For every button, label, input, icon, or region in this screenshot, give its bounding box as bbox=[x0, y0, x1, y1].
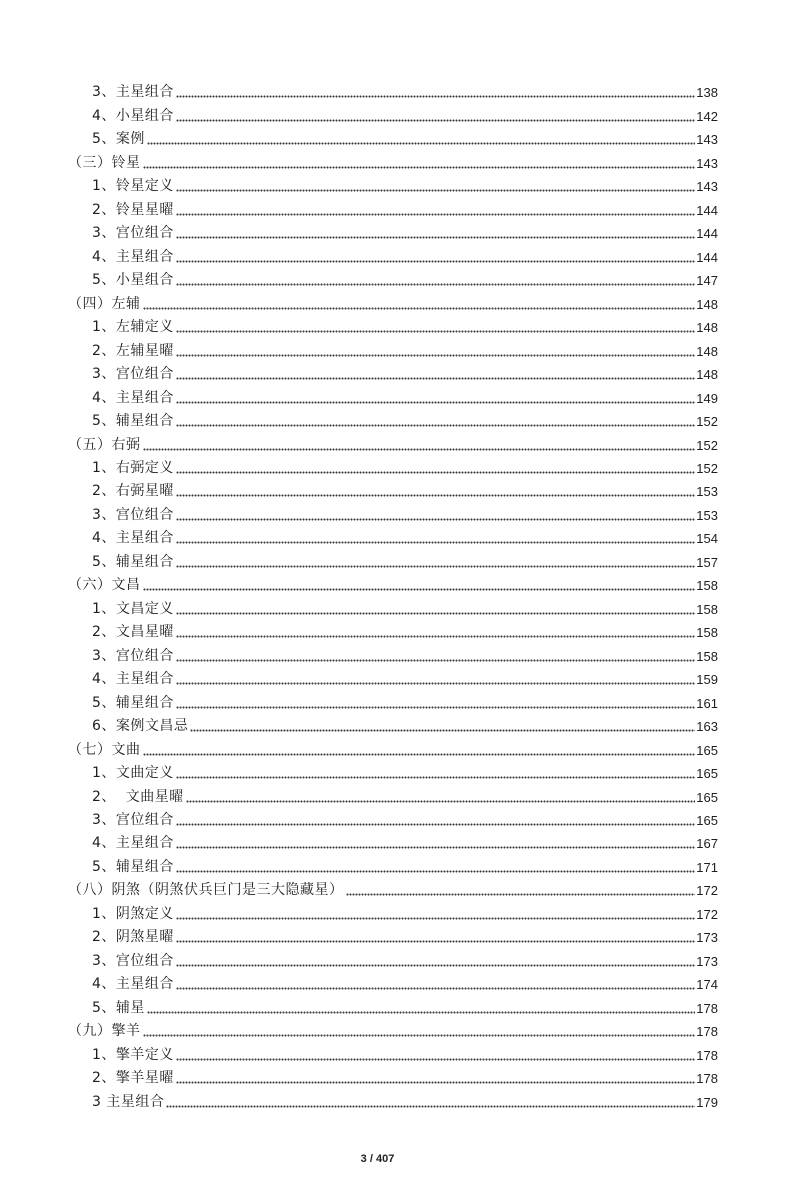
dot-leader bbox=[176, 213, 695, 216]
toc-entry-label: 1、文昌定义 bbox=[92, 600, 174, 617]
toc-entry-label: 4、主星组合 bbox=[92, 671, 174, 688]
dot-leader bbox=[190, 729, 695, 732]
dot-leader bbox=[176, 682, 695, 685]
toc-entry-label: 4、小星组合 bbox=[92, 107, 174, 124]
toc-entry[interactable] bbox=[68, 174, 718, 197]
toc-entry[interactable] bbox=[68, 526, 718, 549]
toc-section-heading[interactable] bbox=[68, 432, 718, 455]
toc-entry[interactable] bbox=[68, 901, 718, 924]
toc-entry[interactable] bbox=[68, 197, 718, 220]
toc-entry[interactable] bbox=[68, 948, 718, 971]
toc-entry-page: 138 bbox=[696, 85, 718, 101]
toc-entry-page: 165 bbox=[696, 766, 718, 782]
dot-leader bbox=[143, 166, 696, 169]
toc-entry[interactable] bbox=[68, 221, 718, 244]
toc-entry[interactable] bbox=[68, 268, 718, 291]
toc-entry-page: 167 bbox=[696, 836, 718, 852]
dot-leader bbox=[143, 448, 696, 451]
toc-entry[interactable] bbox=[68, 596, 718, 619]
toc-entry-page: 148 bbox=[696, 343, 718, 359]
toc-entry[interactable] bbox=[68, 103, 718, 126]
toc-section-page: 152 bbox=[696, 437, 718, 453]
toc-entry-label: 5、辅星 bbox=[92, 999, 145, 1016]
dot-leader bbox=[176, 917, 695, 920]
toc-entry-label: 3、宫位组合 bbox=[92, 366, 174, 383]
toc-entry[interactable] bbox=[68, 549, 718, 572]
dot-leader bbox=[176, 471, 695, 474]
toc-entry-page: 149 bbox=[696, 390, 718, 406]
toc-entry-page: 152 bbox=[696, 460, 718, 476]
dot-leader bbox=[176, 354, 695, 357]
toc-entry[interactable] bbox=[68, 995, 718, 1018]
toc-section-title: （九）擎羊 bbox=[68, 1023, 141, 1040]
toc-entry-label: 3、主星组合 bbox=[92, 84, 174, 101]
toc-entry-label: 5、辅星组合 bbox=[92, 413, 174, 430]
toc-section-page: 158 bbox=[696, 578, 718, 594]
toc-entry-label: 4、主星组合 bbox=[92, 248, 174, 265]
dot-leader bbox=[346, 893, 696, 896]
toc-entry[interactable] bbox=[68, 385, 718, 408]
toc-section-page: 143 bbox=[696, 155, 718, 171]
toc-entry[interactable] bbox=[68, 456, 718, 479]
toc-section-heading[interactable] bbox=[68, 737, 718, 760]
toc-entry-page: 144 bbox=[696, 202, 718, 218]
toc-entry-label: 1、文曲定义 bbox=[92, 765, 174, 782]
toc-entry-page: 144 bbox=[696, 226, 718, 242]
toc-entry-label: 5、辅星组合 bbox=[92, 553, 174, 570]
toc-entry-page: 148 bbox=[696, 320, 718, 336]
toc-entry-label: 5、辅星组合 bbox=[92, 858, 174, 875]
dot-leader bbox=[176, 377, 695, 380]
toc-entry-label: 5、小星组合 bbox=[92, 272, 174, 289]
toc-entry-label: 4、主星组合 bbox=[92, 389, 174, 406]
toc-entry-label: 2、阴煞星曜 bbox=[92, 929, 174, 946]
toc-entry[interactable] bbox=[68, 362, 718, 385]
toc-entry[interactable] bbox=[68, 972, 718, 995]
toc-entry-label: 5、案例 bbox=[92, 131, 145, 148]
page-number-footer: 3 / 407 bbox=[360, 1153, 395, 1165]
toc-entry[interactable] bbox=[68, 338, 718, 361]
toc-section-title: （三）铃星 bbox=[68, 154, 141, 171]
toc-entry-label: 2、 文曲星曜 bbox=[92, 788, 184, 805]
toc-entry[interactable] bbox=[68, 1042, 718, 1065]
dot-leader bbox=[176, 659, 695, 662]
toc-entry-label: 2、文昌星曜 bbox=[92, 624, 174, 641]
toc-entry-page: 154 bbox=[696, 531, 718, 547]
table-of-contents bbox=[68, 80, 718, 1113]
dot-leader bbox=[176, 964, 695, 967]
toc-section-heading[interactable] bbox=[68, 1019, 718, 1042]
toc-entry-page: 165 bbox=[696, 789, 718, 805]
toc-entry-label: 2、擎羊星曜 bbox=[92, 1070, 174, 1087]
toc-entry-page: 173 bbox=[696, 930, 718, 946]
toc-entry-page: 172 bbox=[696, 906, 718, 922]
toc-entry-page: 152 bbox=[696, 414, 718, 430]
dot-leader bbox=[143, 1034, 696, 1037]
toc-section-title: （四）左辅 bbox=[68, 295, 141, 312]
toc-entry[interactable] bbox=[68, 761, 718, 784]
dot-leader bbox=[176, 260, 695, 263]
toc-section-title: （六）文昌 bbox=[68, 577, 141, 594]
dot-leader bbox=[176, 330, 695, 333]
dot-leader bbox=[176, 612, 695, 615]
toc-section-title: （五）右弼 bbox=[68, 436, 141, 453]
dot-leader bbox=[176, 846, 695, 849]
toc-section-heading[interactable] bbox=[68, 150, 718, 173]
toc-entry[interactable] bbox=[68, 714, 718, 737]
dot-leader bbox=[143, 307, 696, 310]
toc-entry-page: 157 bbox=[696, 554, 718, 570]
toc-entry-page: 153 bbox=[696, 484, 718, 500]
toc-entry-page: 147 bbox=[696, 273, 718, 289]
dot-leader bbox=[147, 1011, 695, 1014]
toc-entry-page: 158 bbox=[696, 601, 718, 617]
toc-entry[interactable] bbox=[68, 854, 718, 877]
dot-leader bbox=[176, 706, 695, 709]
toc-entry-page: 173 bbox=[696, 953, 718, 969]
toc-entry-label: 1、铃星定义 bbox=[92, 178, 174, 195]
toc-section-page: 148 bbox=[696, 296, 718, 312]
toc-entry[interactable] bbox=[68, 1089, 718, 1112]
toc-entry[interactable] bbox=[68, 80, 718, 103]
dot-leader bbox=[176, 119, 695, 122]
dot-leader bbox=[186, 800, 695, 803]
toc-entry-page: 161 bbox=[696, 695, 718, 711]
dot-leader bbox=[176, 283, 695, 286]
dot-leader bbox=[176, 541, 695, 544]
toc-entry-page: 143 bbox=[696, 179, 718, 195]
toc-entry-page: 159 bbox=[696, 672, 718, 688]
toc-entry-label: 6、案例文昌忌 bbox=[92, 718, 189, 735]
toc-entry-label: 2、左辅星曜 bbox=[92, 342, 174, 359]
toc-section-heading[interactable] bbox=[68, 878, 718, 901]
toc-entry-label: 3 主星组合 bbox=[92, 1093, 165, 1110]
dot-leader bbox=[176, 424, 695, 427]
toc-section-page: 172 bbox=[696, 883, 718, 899]
toc-entry-page: 143 bbox=[696, 132, 718, 148]
dot-leader bbox=[176, 236, 695, 239]
toc-entry[interactable] bbox=[68, 315, 718, 338]
toc-entry-label: 4、主星组合 bbox=[92, 976, 174, 993]
toc-entry-label: 3、宫位组合 bbox=[92, 506, 174, 523]
dot-leader bbox=[176, 1081, 695, 1084]
toc-entry-label: 4、主星组合 bbox=[92, 835, 174, 852]
toc-entry[interactable] bbox=[68, 479, 718, 502]
toc-entry[interactable] bbox=[68, 127, 718, 150]
toc-entry-label: 3、宫位组合 bbox=[92, 952, 174, 969]
dot-leader bbox=[143, 753, 696, 756]
toc-entry[interactable] bbox=[68, 244, 718, 267]
toc-entry[interactable] bbox=[68, 808, 718, 831]
toc-entry-page: 178 bbox=[696, 1047, 718, 1063]
toc-entry[interactable] bbox=[68, 502, 718, 525]
toc-entry-page: 148 bbox=[696, 367, 718, 383]
toc-entry-label: 1、左辅定义 bbox=[92, 319, 174, 336]
toc-entry[interactable] bbox=[68, 925, 718, 948]
dot-leader bbox=[176, 823, 695, 826]
dot-leader bbox=[176, 940, 695, 943]
toc-entry-label: 1、阴煞定义 bbox=[92, 905, 174, 922]
toc-entry-page: 171 bbox=[696, 859, 718, 875]
dot-leader bbox=[143, 588, 696, 591]
toc-entry[interactable] bbox=[68, 784, 718, 807]
toc-entry-page: 165 bbox=[696, 813, 718, 828]
dot-leader bbox=[176, 518, 695, 521]
dot-leader bbox=[176, 776, 695, 779]
toc-entry[interactable] bbox=[68, 1066, 718, 1089]
toc-entry-page: 178 bbox=[696, 1000, 718, 1016]
dot-leader bbox=[147, 142, 695, 145]
toc-entry[interactable] bbox=[68, 409, 718, 432]
toc-entry-page: 178 bbox=[696, 1071, 718, 1087]
toc-entry-page: 158 bbox=[696, 625, 718, 641]
toc-section-title: （七）文曲 bbox=[68, 741, 141, 758]
toc-entry-page: 163 bbox=[696, 719, 718, 735]
toc-entry[interactable] bbox=[68, 831, 718, 854]
toc-section-page: 165 bbox=[696, 742, 718, 758]
dot-leader bbox=[176, 95, 695, 98]
toc-entry-label: 4、主星组合 bbox=[92, 530, 174, 547]
toc-entry[interactable] bbox=[68, 690, 718, 713]
toc-entry-page: 142 bbox=[696, 108, 718, 124]
toc-section-heading[interactable] bbox=[68, 573, 718, 596]
toc-entry-label: 1、擎羊定义 bbox=[92, 1046, 174, 1063]
toc-section-heading[interactable] bbox=[68, 291, 718, 314]
dot-leader bbox=[176, 987, 695, 990]
toc-entry-label: 5、辅星组合 bbox=[92, 694, 174, 711]
toc-entry-page: 153 bbox=[696, 507, 718, 523]
dot-leader bbox=[176, 870, 695, 873]
dot-leader bbox=[166, 1105, 695, 1108]
toc-section-title: （八）阴煞（阴煞伏兵巨门是三大隐藏星） bbox=[68, 882, 344, 899]
toc-entry[interactable] bbox=[68, 667, 718, 690]
toc-section-page: 178 bbox=[696, 1024, 718, 1040]
dot-leader bbox=[176, 494, 695, 497]
toc-entry-label: 2、右弼星曜 bbox=[92, 483, 174, 500]
toc-entry-page: 179 bbox=[696, 1094, 718, 1110]
toc-entry[interactable] bbox=[68, 643, 718, 666]
dot-leader bbox=[176, 189, 695, 192]
toc-entry-label: 3、宫位组合 bbox=[92, 647, 174, 664]
dot-leader bbox=[176, 1058, 695, 1061]
dot-leader bbox=[176, 635, 695, 638]
toc-entry-label: 3、宫位组合 bbox=[92, 225, 174, 242]
toc-entry-page: 158 bbox=[696, 648, 718, 664]
toc-entry[interactable] bbox=[68, 620, 718, 643]
toc-entry-page: 174 bbox=[696, 977, 718, 993]
toc-entry-label: 2、铃星星曜 bbox=[92, 201, 174, 218]
dot-leader bbox=[176, 401, 695, 404]
toc-entry-label: 3、宫位组合 bbox=[92, 812, 174, 828]
toc-entry-label: 1、右弼定义 bbox=[92, 459, 174, 476]
dot-leader bbox=[176, 565, 695, 568]
toc-entry-page: 144 bbox=[696, 249, 718, 265]
